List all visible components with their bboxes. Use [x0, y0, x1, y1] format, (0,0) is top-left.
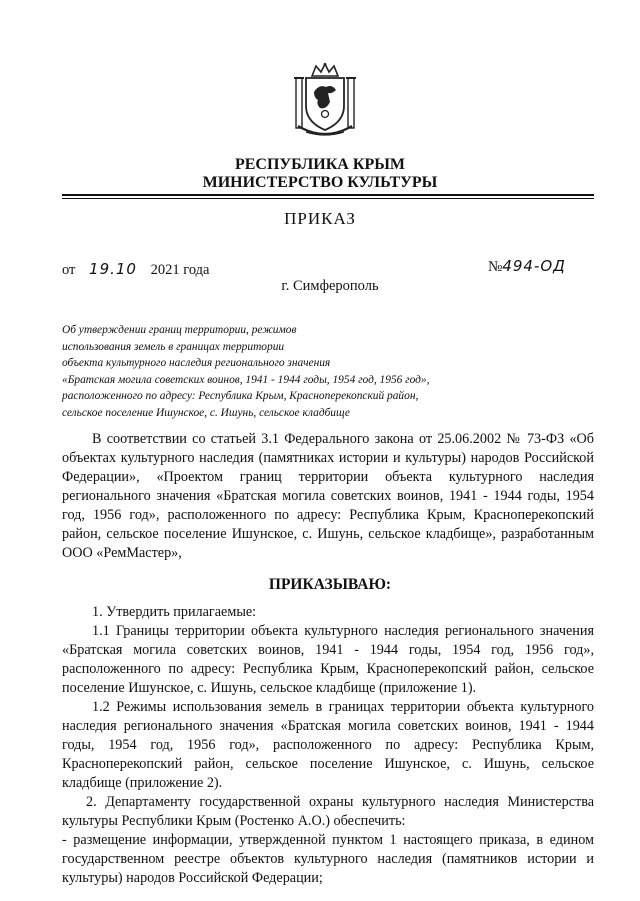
preamble-paragraph: В соответствии со статьей 3.1 Федерального закона от 25.06.2002 № 73-ФЗ «Об объектах культурного наследия (памятниках истории и культуры) народов Российской Федерации», «Проектом границ территории объекта культурного наследия регионального значения «Братская могила советских воинов, 1941 - 1944 годы, 1954 год, 1956 год», расположенного по адресу: Республика Крым, Красноперекопский район, сельское поселение Ишунское, с. Ишунь, сельское кладбище», разработанным ООО «РемМастер»,: [62, 431, 594, 561]
item-2: 2. Департаменту государственной охраны культурного наследия Министерства культуры Республики Крым (Ростенко А.О.) обеспечить:: [62, 794, 594, 829]
header-rule-thick: [62, 194, 594, 196]
date-prefix: от: [62, 262, 76, 278]
item-2-bullet: - размещение информации, утвержденной пунктом 1 настоящего приказа, в едином государственном реестре объектов культурного наследия (памятников истории и культуры) народов Российской Федерации;: [62, 832, 594, 886]
crimea-coat-of-arms-icon: [292, 62, 358, 138]
subject-line: сельское поселение Ишунское, с. Ишунь, сельское кладбище: [62, 406, 350, 419]
order-number: [488, 257, 566, 276]
subject-line: Об утверждении границ территории, режимов: [62, 324, 297, 336]
subject-block: [62, 322, 482, 421]
city: г. Симферополь: [281, 278, 379, 294]
subject-line: использования земель в границах территории: [62, 340, 285, 353]
order-word: ПРИКАЗЫВАЮ:: [268, 576, 392, 593]
subject-line: «Братская могила советских воинов, 1941 - 1944 годы, 1954 год, 1956 год»,: [62, 373, 430, 386]
item-1: 1. Утвердить прилагаемые:: [92, 604, 257, 620]
document-type: ПРИКАЗ: [284, 209, 356, 228]
number-prefix: №: [488, 259, 503, 275]
item-1-2: 1.2 Режимы использования земель в границах территории объекта культурного наследия регионального значения «Братская могила советских воинов, 1941 - 1944 годы, 1954 год, 1956 год», расположенного по адресу: Республика Крым, Красноперекопский район, сельское поселение Ишунское, с. Ишунь, сельское кладбище (приложение 2).: [62, 699, 594, 791]
organization-line-2: МИНИСТЕРСТВО КУЛЬТУРЫ: [202, 174, 438, 191]
item-1-1: 1.1 Границы территории объекта культурного наследия регионального значения «Братская могила советских воинов, 1941 - 1944 годы, 1954 год, 1956 год», расположенного по адресу: Республика Крым, Красноперекопский район, сельское поселение Ишунское, с. Ишунь, сельское кладбище (приложение 1).: [62, 623, 594, 696]
order-items: [62, 603, 594, 888]
number-handwritten: 494-ОД: [502, 257, 566, 275]
subject-line: объекта культурного наследия регионального значения: [62, 357, 331, 369]
date-handwritten: 19.10: [89, 260, 137, 278]
date-year: 2021 года: [150, 262, 210, 278]
organization-line-1: РЕСПУБЛИКА КРЫМ: [234, 156, 406, 173]
header-rule-thin: [62, 198, 594, 199]
subject-line: расположенного по адресу: Республика Крым, Красноперекопский район,: [62, 390, 419, 402]
date-line: [62, 260, 209, 279]
